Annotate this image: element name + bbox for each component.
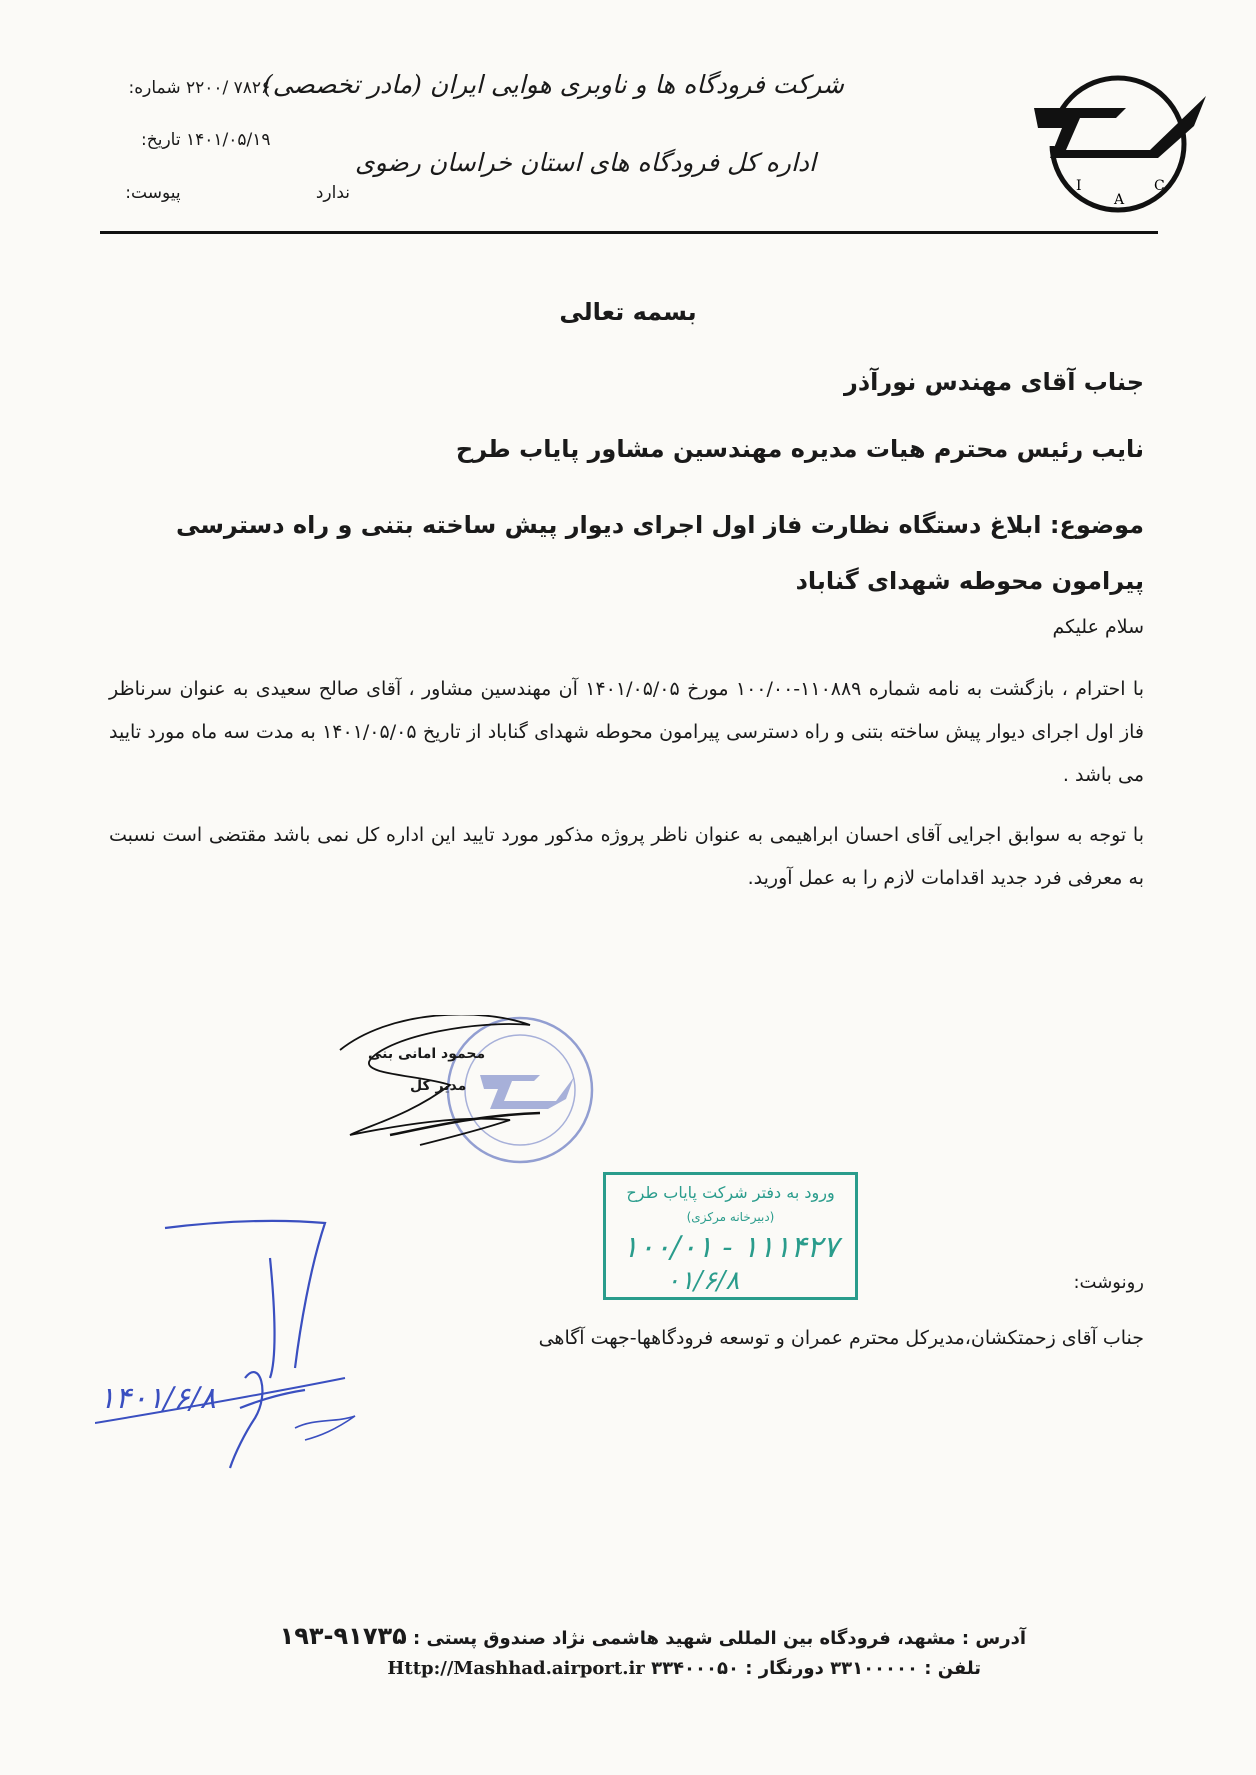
date-label: تاریخ: [141,130,181,150]
logo-letter-c: C [1154,178,1165,194]
stamp-subtitle: (دبیرخانه مرکزی) [686,1210,775,1224]
greeting: سلام علیکم [1052,616,1144,638]
attachment-row [96,183,356,203]
header-divider [100,231,1158,234]
stamp-number: ۱۰۰/۰۱ - ۱۱۱۴۲۷ [622,1230,839,1265]
recipient-name: جناب آقای مهندس نورآذر [844,368,1144,396]
body-paragraph-1: با احترام ، بازگشت به نامه شماره ۱۱۰۸۸۹-۱۰۰/۰۰ مورخ ۱۴۰۱/۰۵/۰۵ آن مهندسین مشاور ، آقای صالح سعیدی به عنوان سرناظر فاز اول اجرای دیوار پیش ساخته بتنی و راه دسترسی پیرامون محوطه شهدای گناباد از تاریخ ۱۴۰۱/۰۵/۰۵ به مدت سه ماه مورد تایید می باشد . [109,678,1144,786]
signatory-name: محمود امانی بنی [368,1046,486,1062]
address-text: آدرس : مشهد، فرودگاه بین المللی شهید هاشمی نژاد صندوق پستی : [413,1628,1026,1649]
attachment-value: ندارد [315,183,350,203]
letter-number-row [96,78,356,98]
website-link[interactable]: Http://Mashhad.airport.ir [387,1658,645,1679]
handwritten-note [95,1218,395,1473]
footer-contact [387,1658,981,1679]
signature-with-seal [330,1015,680,1175]
phone-fax: تلفن : ۳۳۱۰۰۰۰۰ دورنگار : ۳۳۴۰۰۰۵۰ [651,1658,981,1679]
bismillah: بسمه تعالی [559,298,697,326]
reception-stamp [603,1172,858,1300]
footer-address [280,1622,1026,1650]
letter-subject: موضوع: ابلاغ دستگاه نظارت فاز اول اجرای دیوار پیش ساخته بتنی و راه دسترسی پیرامون محوطه شهدای گناباد [176,511,1144,595]
number-value: ۲۲۰۰/ ۷۸۲۶ [186,78,271,98]
po-box-number: ۹۱۷۳۵-۱۹۳ [279,1622,407,1650]
stamp-title: ورود به دفتر شرکت پایاب طرح [626,1183,835,1202]
number-label: شماره: [128,78,181,98]
logo-letter-i: I [1076,178,1082,194]
signatory-title: مدیر کل [410,1078,467,1094]
iac-logo [1030,68,1210,218]
department-name: اداره کل فرودگاه های استان خراسان رضوی [355,148,816,177]
date-value: ۱۴۰۱/۰۵/۱۹ [186,130,271,150]
attachment-label: پیوست: [125,183,181,203]
cc-label: رونوشت: [1073,1272,1144,1293]
stamp-date: ۰۱/۶/۸ [666,1266,740,1296]
recipient-title: نایب رئیس محترم هیات مدیره مهندسین مشاور پایاب طرح [455,435,1144,463]
logo-letter-a: A [1114,192,1125,208]
body-paragraph-2: با توجه به سوابق اجرایی آقای احسان ابراهیمی به عنوان ناظر پروژه مذکور مورد تایید این اداره کل نمی باشد مقتضی است نسبت به معرفی فرد جدید اقدامات لازم را به عمل آورید. [109,824,1144,889]
cc-recipient: جناب آقای زحمتکشان،مدیرکل محترم عمران و توسعه فرودگاهها-جهت آگاهی [538,1327,1144,1349]
letter-date-row [96,130,356,150]
handwritten-date: ۱۴۰۱/۶/۸ [99,1381,216,1416]
organization-name: شرکت فرودگاه ها و ناوبری هوایی ایران (مادر تخصصی) [262,70,844,99]
